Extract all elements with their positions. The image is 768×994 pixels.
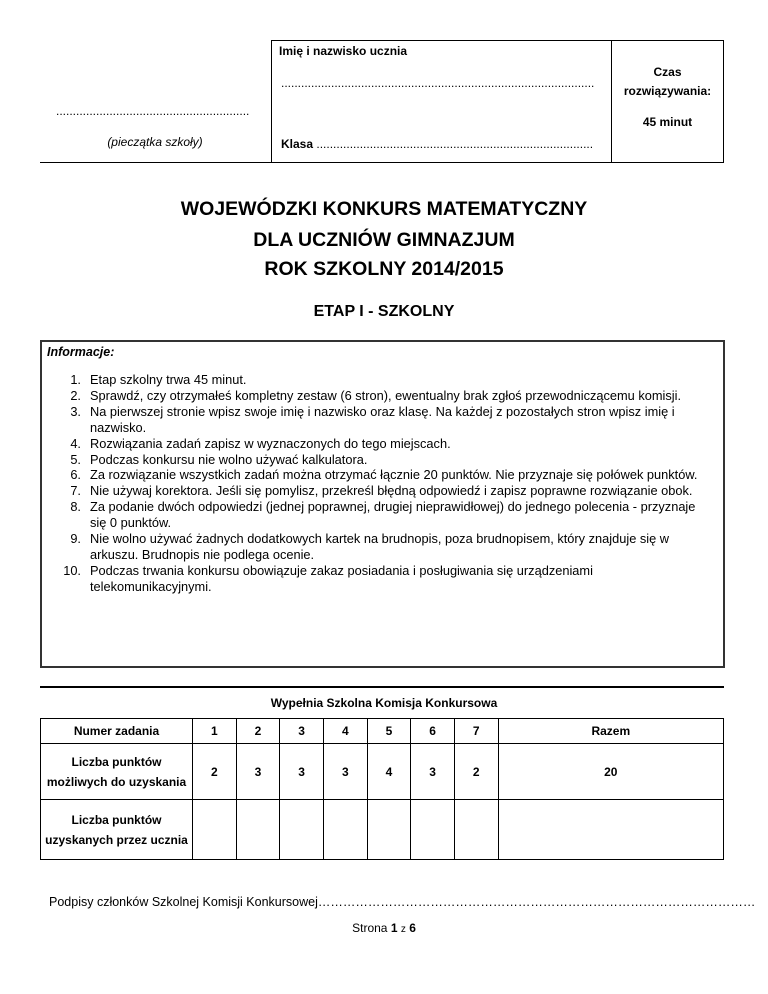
task-number-cell: 4: [323, 719, 367, 744]
time-value: 45 minut: [642, 115, 693, 129]
info-item-text: Na pierwszej stronie wpisz swoje imię i nazwisko oraz klasę. Na każdej z pozostałych stron wpisz imię i nazwisko.: [90, 403, 675, 435]
score-table: [40, 718, 724, 860]
info-item-number: 1.: [70, 372, 81, 387]
info-item: [42, 563, 723, 595]
table-row: [41, 719, 724, 744]
table-row: [41, 800, 724, 860]
header-top-border: [271, 40, 724, 41]
row-label-task-number: Numer zadania: [41, 719, 193, 744]
task-number-cell: 7: [454, 719, 498, 744]
page-sep: z: [400, 924, 406, 935]
max-points-cell: 20: [498, 744, 723, 800]
table-row: [41, 744, 724, 800]
contest-title-line2: DLA UCZNIÓW GIMNAZJUM: [253, 229, 515, 251]
info-item-number: 7.: [70, 483, 81, 499]
school-stamp-field[interactable]: ..........................................................: [56, 104, 250, 118]
earned-points-cell[interactable]: [236, 800, 280, 860]
info-heading: Informacje:: [47, 345, 115, 359]
time-label: [612, 63, 723, 101]
info-item-text: Podczas konkursu nie wolno używać kalkulatora.: [90, 451, 368, 467]
time-label-line2: rozwiązywania:: [623, 84, 712, 98]
info-box: [40, 340, 725, 668]
task-number-cell: 3: [280, 719, 324, 744]
class-field[interactable]: [281, 137, 593, 151]
contest-title-line3: ROK SZKOLNY 2014/2015: [264, 258, 504, 280]
info-item-text: Za rozwiązanie wszystkich zadań można otrzymać łącznie 20 punktów. Nie przyznaje się połówek punktów.: [90, 467, 698, 483]
info-item-text: Za podanie dwóch odpowiedzi (jednej poprawnej, drugiej nieprawidłowej) do jednego polecenia - przyznaje się 0 punktów.: [90, 499, 696, 531]
header-left-border: [271, 40, 272, 163]
info-item-text: Sprawdź, czy otrzymałeś kompletny zestaw (6 stron), ewentualny brak zgłoś przewodniczącemu komisji.: [90, 387, 682, 403]
class-dots: ...................................................................................: [316, 137, 594, 151]
school-stamp-label: (pieczątka szkoły): [107, 135, 203, 149]
header-bottom-border: [40, 162, 724, 163]
score-table-caption: Wypełnia Szkolna Komisja Konkursowa: [270, 696, 498, 710]
info-item-number: 3.: [70, 403, 81, 419]
info-item-number: 5.: [70, 451, 81, 467]
info-item: [42, 467, 723, 483]
time-label-line1: Czas: [653, 65, 682, 79]
info-item-number: 6.: [70, 467, 81, 483]
max-points-cell: 3: [323, 744, 367, 800]
page-total: 6: [409, 921, 416, 935]
student-name-field[interactable]: ..............................................................................................: [281, 76, 595, 90]
row-label-earned-points: Liczba punktów uzyskanych przez ucznia: [41, 800, 193, 860]
info-item: [42, 499, 723, 531]
max-points-cell: 2: [193, 744, 237, 800]
info-list: [42, 372, 723, 595]
class-label: Klasa: [281, 137, 314, 151]
info-item: [42, 483, 723, 499]
max-points-cell: 3: [411, 744, 455, 800]
info-item-number: 4.: [70, 435, 81, 451]
earned-points-cell[interactable]: [193, 800, 237, 860]
info-item-number: 9.: [70, 531, 81, 547]
earned-points-cell[interactable]: [454, 800, 498, 860]
info-item: [42, 388, 723, 404]
info-item: [42, 436, 723, 452]
max-points-cell: 3: [280, 744, 324, 800]
page-current: 1: [390, 921, 398, 935]
task-number-cell: Razem: [498, 719, 723, 744]
row-label-max-points: Liczba punktów możliwych do uzyskania: [41, 744, 193, 800]
section-divider: [40, 686, 724, 688]
earned-points-cell[interactable]: [411, 800, 455, 860]
task-number-cell: 2: [236, 719, 280, 744]
task-number-cell: 6: [411, 719, 455, 744]
info-item-text: Etap szkolny trwa 45 minut.: [90, 372, 247, 387]
info-item-number: 8.: [70, 499, 81, 515]
info-item: [42, 372, 723, 388]
header-mid-border: [611, 40, 612, 163]
earned-points-cell[interactable]: [367, 800, 411, 860]
info-item: [42, 531, 723, 563]
info-item-text: Nie wolno używać żadnych dodatkowych kartek na brudnopis, poza brudnopisem, który znajduje się w arkuszu. Brudnopis nie podlega ocenie.: [90, 531, 670, 562]
commission-signatures[interactable]: Podpisy członków Szkolnej Komisji Konkursowej……………………………………………………………………………………………: [49, 895, 756, 909]
task-number-cell: 5: [367, 719, 411, 744]
task-number-cell: 1: [193, 719, 237, 744]
page-number: [0, 921, 768, 935]
info-item-number: 2.: [70, 387, 81, 403]
header-right-border: [723, 40, 724, 163]
info-item: [42, 404, 723, 436]
contest-title-line1: WOJEWÓDZKI KONKURS MATEMATYCZNY: [180, 198, 588, 220]
earned-points-cell[interactable]: [280, 800, 324, 860]
earned-points-cell[interactable]: [498, 800, 723, 860]
student-name-label: Imię i nazwisko ucznia: [279, 44, 408, 58]
info-item-number: 10.: [63, 562, 81, 578]
max-points-cell: 2: [454, 744, 498, 800]
earned-points-cell[interactable]: [323, 800, 367, 860]
max-points-cell: 4: [367, 744, 411, 800]
info-item-text: Nie używaj korektora. Jeśli się pomylisz, przekreśl błędną odpowiedź i zapisz poprawne rozwiązanie obok.: [90, 483, 693, 499]
info-item-text: Podczas trwania konkursu obowiązuje zakaz posiadania i posługiwania się urządzeniami telekomunikacyjnymi.: [90, 562, 593, 594]
info-item-text: Rozwiązania zadań zapisz w wyznaczonych do tego miejscach.: [90, 435, 451, 451]
stage-title: ETAP I - SZKOLNY: [313, 303, 455, 320]
info-item: [42, 452, 723, 468]
page-prefix: Strona: [352, 921, 388, 935]
max-points-cell: 3: [236, 744, 280, 800]
